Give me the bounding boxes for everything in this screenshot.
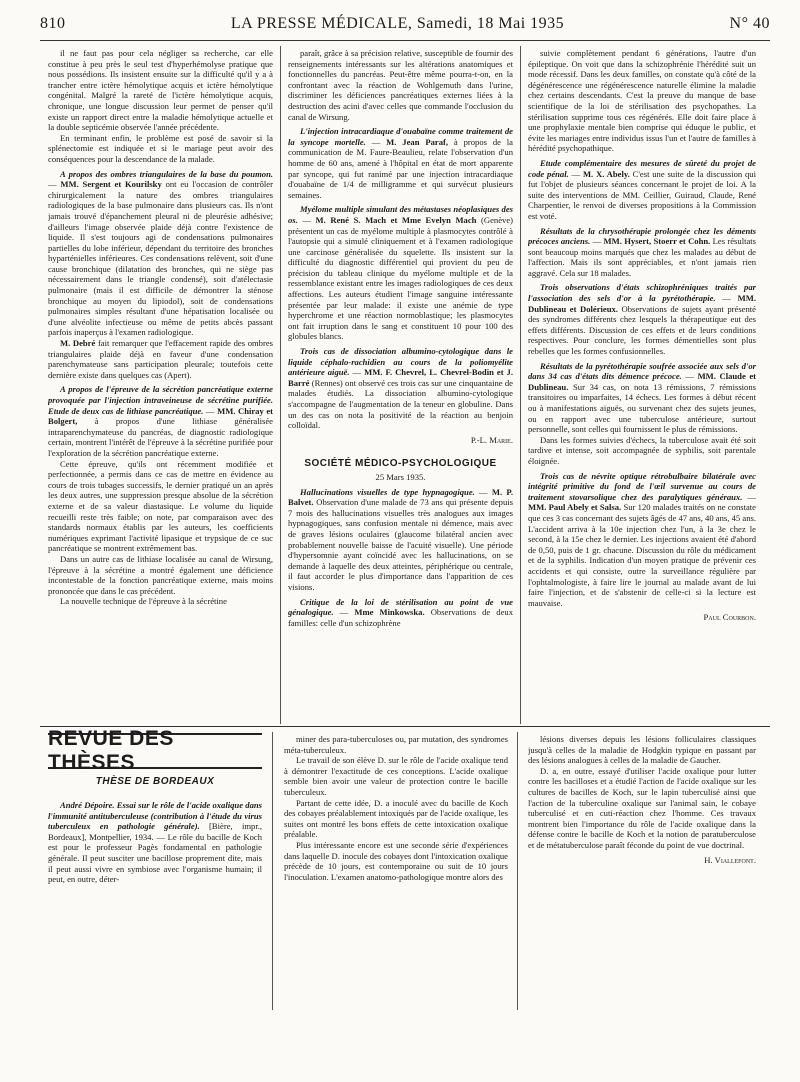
paragraph-text: lésions diverses depuis les lésions folliculaires classiques jusqu'à celles de la maladie de Hodgkin typique en passant par des lésions analogues à celles de la maladie de Gaucher. [528, 734, 756, 766]
column-3 [528, 48, 756, 718]
issue-number: N° 40 [729, 15, 770, 32]
paragraph-text: suivie complètement pendant 6 générations, l'autre d'un épileptique. On voit que dans la schizophrénie l'hérédité suit un mode récessif. Dans les deux familles, on constate qu'à côté de la dégénérescence une régénérescence naturelle élimine la maladie chez certains descendants. C'est la preuve du manque de base scientifique de la loi de stérilisation des psychopathes. La stérilisation supprime tous ces régénérés. Elle doit faire place à une prophylaxie mentale bien comprise qui éduque le public, et évite les mariages entre individus issus l'un et l'autre de familles à hérédité psychopathique. [528, 48, 756, 154]
article-title: Trois observations d'états schizophréniques traités par l'association des sels d'or à la pyrétothérapie. [528, 282, 756, 304]
bottom-column-3 [528, 734, 756, 1010]
paragraph-text: (Rennes) ont observé ces trois cas sur une cinquantaine de malades étudiés. La dissociation albumino-cytologique s'accompagne de l'augmentation de la teneur en globuline. Dans un des cas on nota la positivité de la réaction au benjoin colloïdal. [288, 377, 513, 431]
paragraph [284, 755, 508, 797]
paragraph: A propos des ombres triangulaires de la base du poumon. — MM. Sergent et Kourilsky ont eu l'occasion de contrôler chirurgicalement la nature des ombres triangulaires radiologiques de la base pulmonaire dans plusieurs cas. Ils n'ont jamais trouvé d'épanchement pleural ni de pleurésie adhésive; d'ailleurs l'image observée plaide déjà contre l'existence de liquide. Il s'est toujours agi de condensations pulmonaires partielles du lobe inférieur, dépendant du territoire des bronches hyparténielles inférieures. Ces condensations relèvent, soit d'une cause bronchique (dilatation des bronches, qui ne siège pas nécessairement dans le triangle condensé), soit d'atélectasie pulmonaire (mais il est difficile de démontrer la sténose bronchique au moyen du lipiodol), soit de condensations pulmonaires simples résultant d'une hépatisation localisée ou d'une alvéolite infectieuse ou même de petits abcès passant parfois inaperçus à l'examen radiologique. [48, 168, 273, 338]
paragraph-text: Observation d'une malade de 73 ans qui présente depuis 7 mois des hallucinations visuelles très analogues aux images hypnagogiques, sans confusion mentale ni démence, mais avec de graves lésions oculaires (glaucome bilatéral ancien avec probablement nouvelle baisse de l'acuité visuelle). Une période d'hypersomnie ayant coïncidé avec les hallucinations, on se demande à laquelle des deux atteintes, périphérique ou centrale, il faut accorder le plus d'importance dans l'apparition de ces visions. [288, 497, 513, 592]
paragraph-text: En terminant enfin, le problème est posé de savoir si la splénectomie est indiquée et si le mariage peut avoir des conséquences pour la descendance de la malade. [48, 132, 273, 164]
article-authors: MM. Claude et Dublineau. [528, 371, 756, 392]
article-title: Etude complémentaire des mesures de sûreté du projet de code pénal. [528, 157, 756, 179]
paragraph [528, 734, 756, 766]
paragraph-text: fait remarquer que l'effacement rapide des ombres triangulaires plaide déjà en faveur d'une condensation parenchymateuse sans participation pleurale; toutefois cette dernière existe dans quelques cas (Apert). [48, 338, 273, 380]
paragraph: Résultats de la pyrétothérapie soufrée associée aux sels d'or dans 34 cas d'états dits démence précoce. — MM. Claude et Dublineau. Sur 34 cas, on nota 13 rémissions, 7 rémissions transitoires ou imparfaites, 14 échecs. Les formes à début récent ou à manifestations aiguës, ou survenant chez des sujets jeunes, ou en rapport avec une tuberculose antérieure, surtout personnelle, sont celles qui fournissent le plus de rémissions. [528, 360, 756, 435]
paragraph: Critique de la loi de stérilisation au point de vue génalogique. — Mme Minkowska. Observations de deux familles: celle d'un schizophrène [288, 596, 513, 628]
journal-title: LA PRESSE MÉDICALE, Samedi, 18 Mai 1935 [230, 15, 565, 32]
paragraph-text: à propos d'une lithiase généralisée intraparenchymateuse du pancréas, de diagnostic radiologique certain, montrent l'intérêt de l'épreuve à la sécrétine purifiée pour l'exploration de la sécrétion pancréatique externe. [48, 416, 273, 458]
paragraph [48, 554, 273, 596]
column-divider [520, 46, 521, 724]
paragraph-text: (Genève) présentent un cas de myélome multiple à plasmocytes contrôlé à l'autopsie qui a simulé cliniquement et à l'examen radiologique une carcinose généralisée du squelette. Ils insistent sur la difficulté du diagnostic différentiel qui provient du peu de précision du tableau clinique du myélome multiple et de la ressemblance existant entre les images radiologiques de ces deux affections. Les auteurs étudient l'image sanguine intéressante présentée par leur malade: il existe une anémie de type hyperchrome et une réaction normoblastique; les plasmocytes ont fait irruption dans le sang et constituent 10 pour 100 des globules blancs. [288, 214, 513, 342]
revue-title: REVUE DES THÈSES [48, 727, 174, 774]
paragraph-text: Dans un autre cas de lithiase localisée au canal de Wirsung, l'épreuve à la sécrétine a montré également une déficience incontestable de la fonction pancréatique externe, mais moins prononcée que dans le cas précédent. [48, 553, 273, 596]
article-authors: MM. Sergent et Kourilsky [60, 179, 162, 190]
paragraph [288, 48, 513, 122]
paragraph-text: Partant de cette idée, D. a inoculé avec du bacille de Koch des cobayes préalablement intoxiqués par de l'acide oxalique, les suites ont montré les bons effets de cette intoxication oxalique préalable. [284, 797, 508, 840]
signature: Paul Courbon. [703, 612, 756, 623]
paragraph-text: paraît, grâce à sa précision relative, susceptible de fournir des renseignements intéressants sur les altérations anatomiques et fonctionnelles du pancréas. Peut-être même pourra-t-on, en la confrontant avec la réaction de Wohlgemuth dans l'urine, discriminer les déficiences pancréatiques externes liées à la destruction des acini d'avec celles que commande l'occlusion du canal de Wirsung. [288, 48, 513, 122]
article-title: Résultats de la pyrétothérapie soufrée associée aux sels d'or dans 34 cas d'états dits démence précoce. [528, 360, 756, 382]
article-title: Myélome multiple simulant des métastases néoplasiques des os. [288, 204, 513, 225]
paragraph-text: Sur 120 malades traités on ne constate que ces 3 cas concernant des sujets âgés de 47 ans, 40 ans, 45 ans. L'accident arriva à la 10e injection chez l'un, à la 3e chez le second, à la 15e chez le dernier. Les injections avaient été d'abord de 0,50, puis de 1 gr. chacune. Discussion du rôle du médicament et de la syphilis. Indication d'un moyen pratique de prévenir ces accidents et qui consiste, outre la surveillance régulière par l'ophtalmologiste, à faire lire le journal au malade avant de lui faire l'injection, et de s'abstenir de celle-ci si la lecture est mauvaise. [528, 502, 756, 608]
paragraph [48, 596, 273, 607]
paragraph: A propos de l'épreuve de la sécrétion pancréatique externe provoquée par l'injection intraveineuse de sécrétine purifiée. Etude de deux cas de lithiase pancréatique. — MM. Chiray et Bolgert, à propos d'une lithiase généralisée intraparenchymateuse du pancréas, de diagnostic radiologique certain, montrent l'intérêt de l'épreuve à la sécrétine purifiée pour l'exploration de la sécrétion pancréatique externe. [48, 384, 273, 458]
paragraph-text: Observations de deux familles: celle d'un schizophrène [288, 607, 513, 628]
paragraph-text: ont eu l'occasion de contrôler chirurgicalement la nature des ombres triangulaires radiologiques de la base pulmonaire dans plusieurs cas. Ils n'ont jamais trouvé d'épanchement pleural ni de pleurésie adhésive; d'ailleurs l'image observée plaide déjà contre l'existence de liquide. Il s'est toujours agi de condensations pulmonaires partielles du lobe inférieur, dépendant du territoire des bronches hyparténielles inférieures. Ces condensations relèvent, soit d'une cause bronchique (dilatation des bronches, qui ne siège pas nécessairement dans le triangle condensé), soit d'atélectasie pulmonaire (mais il est difficile de démontrer la sténose bronchique au moyen du lipiodol), soit de condensations pulmonaires simples résultant d'une hépatisation localisée ou d'une alvéolite infectieuse ou même de petits abcès passant parfois inaperçus à l'examen radiologique. [48, 179, 273, 338]
signature: H. Viallefont. [704, 854, 756, 865]
article-authors: MM. Hysert, Stoerr et Cohn. [603, 236, 711, 247]
page-header [40, 12, 770, 36]
article-authors: MM. Chiray et Bolgert, [48, 405, 273, 427]
paragraph: Trois observations d'états schizophréniques traités par l'association des sels d'or à la pyrétothérapie. — MM. Dublineau et Dolérieux. Observations de sujets ayant présenté des syndromes différents chez lesquels la thérapeutique eut des effets différents. Discussion de ces effets et de leurs conditions respectives. Pour conclure, les formes démentielles sont plus rebelles que les formes confusionnelles. [528, 282, 756, 357]
paragraph-text: miner des para-tuberculoses ou, par mutation, des syndromes méta-tuberculeux. [284, 734, 508, 755]
paragraph-text: il ne faut pas pour cela négliger sa recherche, car elle constitue à peu près le seul test d'hyperhémolyse pratique que nous possédions. Ils insistent ensuite sur la difficulté qu'il y a à trancher entre ictère hémolytique acquis et ictère hémolytique congénital. Malgré la rareté de l'ictère hémolytique acquis, chronique, une longue discussion leur permet de penser qu'il existe un rapport direct entre la maladie hémolytique actuelle et la double septicémie observée l'année précédente. [48, 48, 273, 133]
bottom-column-2 [284, 734, 508, 1010]
header-rule [40, 40, 770, 41]
article-authors: MM. F. Chevrel, L. Chevrel-Bodin et J. Barré [288, 367, 513, 388]
paragraph-text: Les résultats sont beaucoup moins marqués que chez les malades au début de l'affection. Mais ils sont appréciables, et n'ont jamais rien aggravé. Cela sur 18 malades. [528, 236, 756, 278]
paragraph-text: C'est une suite de la discussion qui fut l'objet de plusieurs séances concernant le projet de loi. A la suite des interventions de MM. Ceillier, Guiraud, Claude, René Charpentier, le renvoi de diverses propositions à la Commission est voté. [528, 168, 756, 221]
paragraph [284, 798, 508, 840]
paragraph: Etude complémentaire des mesures de sûreté du projet de code pénal. — M. X. Abely. C'est une suite de la discussion qui fut l'objet de plusieurs séances concernant le projet de loi. A la suite des interventions de MM. Ceillier, Guiraud, Claude, René Charpentier, le renvoi de diverses propositions à la Commission est voté. [528, 157, 756, 221]
paragraph: Trois cas de dissociation albumino-cytologique dans le liquide céphalo-rachidien au cours de la poliomyélite antérieure aiguë. — MM. F. Chevrel, L. Chevrel-Bodin et J. Barré (Rennes) ont observé ces trois cas sur une cinquantaine de malades étudiés. La dissociation albumino-cytologique s'accompagne de l'augmentation de la teneur en globuline. Dans un des cas on nota la positivité de la réaction au benjoin colloïdal. [288, 346, 513, 431]
paragraph-text: D. a, en outre, essayé d'utiliser l'acide oxalique pour lutter contre les bacilloses et a étudié l'action de l'acide oxalique sur les cultures de bacilles de Koch, sur le lapin tuberculisé ainsi que l'action de la tuberculine oxalique sur l'animal sain, le cobaye tuberculisé et en cuti-réaction chez l'homme. Ces travaux montrent bien l'importance du rôle de l'acide oxalique dans la défense contre le bacille de Koch et la notion de paratuberculose et de métatuberculose paraît féconde du point de vue doctrinal. [528, 765, 756, 850]
paragraph [284, 840, 508, 882]
society-heading: SOCIÉTÉ MÉDICO-PSYCHOLOGIQUE [304, 458, 497, 470]
meeting-date: 25 Mars 1935. [375, 471, 426, 482]
column-divider [272, 732, 273, 1010]
article-title: Trois cas de névrite optique rétrobulbaire bilatérale avec intégrité primitive du fond de l'œil survenue au cours de traitement stovarsolique chez des paralytiques généraux. [528, 470, 756, 502]
article-authors: Mme Minkowska. [354, 607, 425, 618]
paragraph-text: Sur 34 cas, on nota 13 rémissions, 7 rémissions transitoires ou imparfaites, 14 échecs. Les formes à début récent ou à manifestations aiguës, ou survenant chez des sujets jeunes, ou en rapport avec une tuberculose antérieure, surtout personnelle, sont celles qui fournissent le plus de rémissions. [528, 381, 756, 435]
paragraph [528, 766, 756, 851]
paragraph: Myélome multiple simulant des métastases néoplasiques des os. — M. René S. Mach et Mme Evelyn Mach (Genève) présentent un cas de myélome multiple à plasmocytes contrôlé à l'autopsie qui a simulé cliniquement et à l'examen radiologique une carcinose généralisée du squelette. Ils insistent sur la difficulté du diagnostic différentiel qui provient du peu de précision du tableau clinique du myélome multiple et de la ressemblance existant entre les images radiologiques de ces deux affections. Les auteurs étudient l'image sanguine intéressante présentée par leur malade: il existe une anémie de type hyperchrome et une réaction normoblastique; les plasmocytes ont fait irruption dans le sang et constituent 10 pour 100 des globules blancs. [288, 204, 513, 342]
these-subtitle: THÈSE DE BORDEAUX [95, 776, 215, 787]
paragraph [48, 800, 262, 885]
article-authors: MM. Paul Abely et Salsa. [528, 502, 622, 513]
paragraph: L'injection intracardiaque d'ouabaïne comme traitement de la syncope mortelle. — M. Jean Paraf, à propos de la communication de M. Faure-Beaulieu, relate l'observation d'un homme de 60 ans, amené à l'hôpital en état de mort apparente par syncope, qui fut ranimé par une injection intracardiaque d'ouabaïne de 1/4 de milligramme et qui survécut plusieurs semaines. [288, 126, 513, 200]
article-title: Critique de la loi de stérilisation au point de vue génalogique. [288, 596, 513, 618]
page-number: 810 [40, 15, 66, 32]
paragraph-text: [Bière, impr., Bordeaux], Montpellier, 1934. — Le rôle du bacille de Koch est pour le professeur Pagès fondamental en pathologie générale. Il peut susciter une bacillose proprement dite, mais il peut aussi vivre en symbiose avec l'organisme humain; il peut, en outre, déter- [48, 821, 262, 885]
paragraph: Trois cas de névrite optique rétrobulbaire bilatérale avec intégrité primitive du fond de l'œil survenue au cours de traitement stovarsolique chez des paralytiques généraux. — MM. Paul Abely et Salsa. Sur 120 malades traités on ne constate que ces 3 cas concernant des sujets âgés de 47 ans, 40 ans, 45 ans. L'accident arriva à la 10e injection chez l'un, à la 3e chez le second, à la 15e chez le dernier. Les injections avaient été d'abord de 0,50, puis de 1 gr. chacune. Discussion du rôle du médicament et de la syphilis. Indication d'un moyen pratique de prévenir ces accidents et qui consiste, outre la surveillance régulière par l'ophtalmologiste, à faire lire le journal au malade avant de lui faire l'injection, et de s'abstenir de celle-ci si la lecture est mauvaise. [528, 470, 756, 608]
paragraph-text: à propos de la communication de M. Faure-Beaulieu, relate l'observation d'un homme de 60 ans, amené à l'hôpital en état de mort apparente par syncope, qui fut ranimé par une injection intracardiaque d'ouabaïne de 1/4 de milligramme et qui survécut plusieurs semaines. [288, 136, 513, 200]
paragraph [284, 734, 508, 755]
revue-banner [48, 727, 262, 774]
paragraph [48, 459, 273, 554]
paragraph-text: Observations de sujets ayant présenté des syndromes différents chez lesquels la thérapeutique eut des effets différents. Discussion de ces effets et de leurs conditions respectives. Pour conclure, les formes démentielles sont plus rebelles que les formes confusionnelles. [528, 303, 756, 357]
article-authors: M. X. Abely. [582, 168, 630, 179]
paragraph [528, 435, 756, 467]
column-divider [280, 46, 281, 724]
article-authors: M. Jean Paraf, [386, 136, 449, 147]
paragraph [48, 133, 273, 165]
article-title: A propos de l'épreuve de la sécrétion pancréatique externe provoquée par l'injection intraveineuse de sécrétine purifiée. Etude de deux cas de lithiase pancréatique. [48, 384, 273, 416]
column-2 [288, 48, 513, 718]
bottom-column-1 [48, 796, 262, 1008]
article-title: André Dépoire. Essai sur le rôle de l'acide oxalique dans l'immunité antituberculeuse (contribution à l'étude du virus tuberculeux en pathologie générale). [48, 800, 262, 832]
column-1 [48, 48, 273, 718]
article-authors: M. P. Balvet. [288, 486, 513, 508]
article-title: Résultats de la chrysothérapie prolongée chez les déments précoces anciens. [528, 225, 756, 247]
article-authors: M. Debré [60, 338, 96, 349]
signature: P.-L. Marie. [470, 434, 513, 445]
paragraph [48, 48, 273, 133]
paragraph: Résultats de la chrysothérapie prolongée chez les déments précoces anciens. — MM. Hysert, Stoerr et Cohn. Les résultats sont beaucoup moins marqués que chez les malades au début de l'affection. Mais ils sont appréciables, et n'ont jamais rien aggravé. Cela sur 18 malades. [528, 225, 756, 278]
article-authors: MM. Dublineau et Dolérieux. [528, 293, 756, 314]
article-title: A propos des ombres triangulaires de la base du poumon. [60, 168, 273, 179]
paragraph-text: Le travail de son élève D. sur le rôle de l'acide oxalique tend à démontrer l'exactitude de ces conceptions. L'acide oxalique semble bien avoir une valeur de protection contre le bacille tuberculeux. [284, 755, 508, 797]
article-title: Hallucinations visuelles de type hypnagogique. [300, 486, 475, 497]
paragraph: Hallucinations visuelles de type hypnagogique. — M. P. Balvet. Observation d'une malade de 73 ans qui présente depuis 7 mois des hallucinations visuelles très analogues aux images hypnagogiques, sans confusion mentale ni démence, mais avec de graves lésions oculaires (glaucome bilatéral ancien avec probablement nouvelle baisse de l'acuité visuelle). Une période d'hypersomnie ayant coïncidé avec les hallucinations, on se demande à laquelle des deux atteintes, périphérique ou centrale, il faut accorder le plus d'importance dans l'apparition de ces visions. [288, 486, 513, 592]
article-title: L'injection intracardiaque d'ouabaïne comme traitement de la syncope mortelle. [288, 126, 513, 147]
paragraph-text: Plus intéressante encore est une seconde série d'expériences dans laquelle D. inocule des cobayes dont l'intoxication oxalique précède de 10 jours, est contemporaine ou suit de 10 jours l'inoculation. L'examen anatomo-pathologique montre alors des [284, 839, 508, 882]
paragraph-text: Dans les formes suivies d'échecs, la tuberculose avait été soit tardive et intense, soit accompagnée de syphilis, soit parentale éloignée. [528, 434, 756, 466]
paragraph-text: La nouvelle technique de l'épreuve à la sécrétine [60, 596, 227, 607]
column-divider [517, 732, 518, 1010]
article-title: Trois cas de dissociation albumino-cytologique dans le liquide céphalo-rachidien au cours de la poliomyélite antérieure aiguë. [288, 346, 513, 378]
paragraph [48, 338, 273, 380]
paragraph-text: Cette épreuve, qu'ils ont récemment modifiée et perfectionnée, a permis dans ce cas de mettre en évidence au cours de trois tubages successifs, le dernier pratiqué un an après les deux autres, une suppression presque absolue de la sécrétion externe et de sa valeur diastasique. Le volume du liquide recueilli reste très faible; on note, par comparaison avec des standards normaux établis par les auteurs, les coefficients numériques exprimant l'activité lipasique et trypsique de ce suc pancréatique se montrent extrêmement bas. [48, 458, 273, 554]
paragraph [528, 48, 756, 154]
article-authors: M. René S. Mach et Mme Evelyn Mach [315, 214, 477, 225]
